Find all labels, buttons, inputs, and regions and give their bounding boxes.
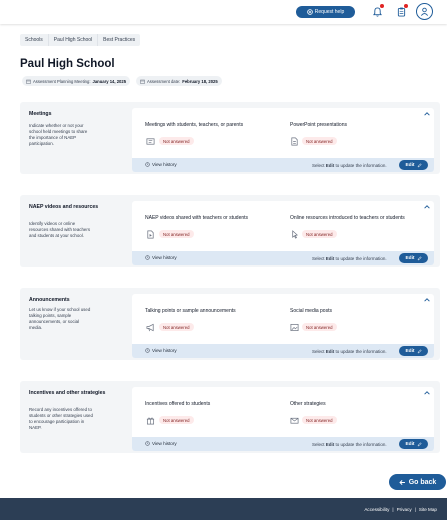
calendar-icon	[140, 79, 145, 84]
footer-links	[364, 507, 437, 512]
section-description: Indicate whether or not your school held meetings to share the importance of NAEP participation.	[29, 123, 88, 146]
planning-meeting-label: Assessment Planning Meeting:	[33, 78, 91, 84]
edit-label: Edit	[405, 255, 415, 261]
footer-link-site-map[interactable]: Site Map	[418, 507, 437, 512]
calendar-icon	[26, 79, 31, 84]
view-history-label: View history	[152, 255, 177, 260]
breadcrumb-schools[interactable]: Schools	[20, 34, 49, 46]
footer-separator: |	[414, 507, 416, 512]
go-back-label: Go back	[408, 478, 437, 486]
section-card	[132, 201, 434, 265]
card-footer	[132, 344, 434, 358]
video-icon	[146, 230, 155, 239]
card-footer	[132, 158, 434, 172]
question-1: Incentives offered to students	[145, 401, 211, 407]
status-badge: Not answered	[302, 323, 337, 331]
edit-label: Edit	[405, 162, 415, 168]
section-title: Incentives and other strategies	[29, 390, 106, 396]
edit-hint: Select Edit to update the information.	[312, 441, 387, 447]
section-description: Let us know if your school used talking points, sample announcements, or social media.	[29, 307, 91, 330]
request-help-button[interactable]	[296, 6, 355, 18]
view-history-label: View history	[152, 162, 177, 167]
edit-hint: Select Edit to update the information.	[312, 255, 387, 261]
document-icon	[290, 137, 299, 146]
breadcrumb	[20, 34, 140, 46]
gift-icon	[146, 416, 155, 425]
footer-link-accessibility[interactable]: Accessibility	[364, 507, 390, 512]
edit-icon	[417, 256, 422, 261]
status-badge: Not answered	[159, 230, 194, 238]
tasks-badge	[404, 4, 408, 8]
edit-hint: Select Edit to update the information.	[312, 162, 387, 168]
meeting-icon	[146, 137, 155, 146]
notifications-button[interactable]	[371, 5, 384, 18]
edit-label: Edit	[405, 441, 415, 447]
section-incentives	[20, 381, 440, 453]
assessment-date-value: February 18, 2025	[182, 78, 218, 84]
card-footer	[132, 251, 434, 265]
edit-icon	[417, 163, 422, 168]
view-history-link[interactable]	[145, 348, 177, 353]
section-card	[132, 294, 434, 358]
go-back-button[interactable]	[389, 474, 446, 490]
image-icon	[290, 323, 299, 332]
history-icon	[145, 162, 150, 167]
footer-link-privacy[interactable]: Privacy	[396, 507, 412, 512]
section-card	[132, 387, 434, 451]
question-2: Online resources introduced to teachers or students	[290, 215, 405, 221]
envelope-icon	[290, 416, 299, 425]
status-badge: Not answered	[302, 137, 337, 145]
question-1: NAEP videos shared with teachers or students	[145, 215, 249, 221]
edit-icon	[417, 442, 422, 447]
page-title: Paul High School	[20, 58, 115, 70]
edit-button[interactable]	[399, 346, 428, 356]
status-badge: Not answered	[159, 323, 194, 331]
status-badge: Not answered	[302, 230, 337, 238]
question-2: PowerPoint presentations	[290, 122, 347, 128]
section-title: Announcements	[29, 297, 70, 303]
megaphone-icon	[146, 323, 155, 332]
tasks-button[interactable]	[395, 5, 408, 18]
planning-meeting-date: January 14, 2025	[92, 78, 127, 84]
edit-hint: Select Edit to update the information.	[312, 348, 387, 354]
edit-button[interactable]	[399, 160, 428, 170]
arrow-left-icon	[399, 479, 406, 486]
cursor-icon	[290, 230, 299, 239]
history-icon	[145, 348, 150, 353]
view-history-link[interactable]	[145, 162, 177, 167]
view-history-link[interactable]	[145, 441, 177, 446]
view-history-label: View history	[152, 348, 177, 353]
edit-button[interactable]	[399, 439, 428, 449]
status-badge: Not answered	[159, 416, 194, 424]
section-naep-videos	[20, 195, 440, 267]
life-ring-icon	[307, 9, 313, 15]
status-badge: Not answered	[159, 137, 194, 145]
view-history-label: View history	[152, 441, 177, 446]
view-history-link[interactable]	[145, 255, 177, 260]
card-footer	[132, 437, 434, 451]
clipboard-icon	[397, 7, 406, 17]
section-meetings	[20, 102, 440, 174]
edit-button[interactable]	[399, 253, 428, 263]
notification-badge	[380, 4, 384, 8]
section-title: NAEP videos and resources	[29, 204, 99, 210]
planning-meeting-chip	[22, 76, 130, 86]
history-icon	[145, 441, 150, 446]
chevron-up-icon[interactable]	[423, 110, 431, 118]
status-badge: Not answered	[302, 416, 337, 424]
page-footer	[0, 498, 447, 520]
question-1: Meetings with students, teachers, or parents	[145, 122, 244, 128]
assessment-date-chip	[136, 76, 222, 86]
top-bar	[0, 0, 447, 24]
section-description: Record any incentives offered to students or other strategies used to encourage participation in NAEP.	[29, 407, 93, 430]
chevron-up-icon[interactable]	[423, 296, 431, 304]
section-card	[132, 108, 434, 172]
bell-icon	[373, 7, 382, 17]
request-help-label: Request help	[314, 9, 345, 15]
edit-label: Edit	[405, 348, 415, 354]
chevron-up-icon[interactable]	[423, 389, 431, 397]
question-2: Other strategies	[290, 401, 326, 407]
section-description: Identify videos or online resources shared with teachers and students at your school.	[29, 221, 91, 238]
question-1: Talking points or sample announcements	[145, 308, 236, 314]
breadcrumb-current: Best Practices	[103, 37, 136, 43]
section-announcements	[20, 288, 440, 360]
assessment-date-label: Assessment date:	[147, 78, 181, 84]
question-2: Social media posts	[290, 308, 332, 314]
footer-separator: |	[392, 507, 394, 512]
edit-icon	[417, 349, 422, 354]
history-icon	[145, 255, 150, 260]
breadcrumb-school[interactable]: Paul High School	[49, 34, 98, 46]
section-title: Meetings	[29, 111, 52, 117]
user-menu-button[interactable]	[416, 3, 433, 20]
chevron-up-icon[interactable]	[423, 203, 431, 211]
user-icon	[420, 7, 429, 16]
